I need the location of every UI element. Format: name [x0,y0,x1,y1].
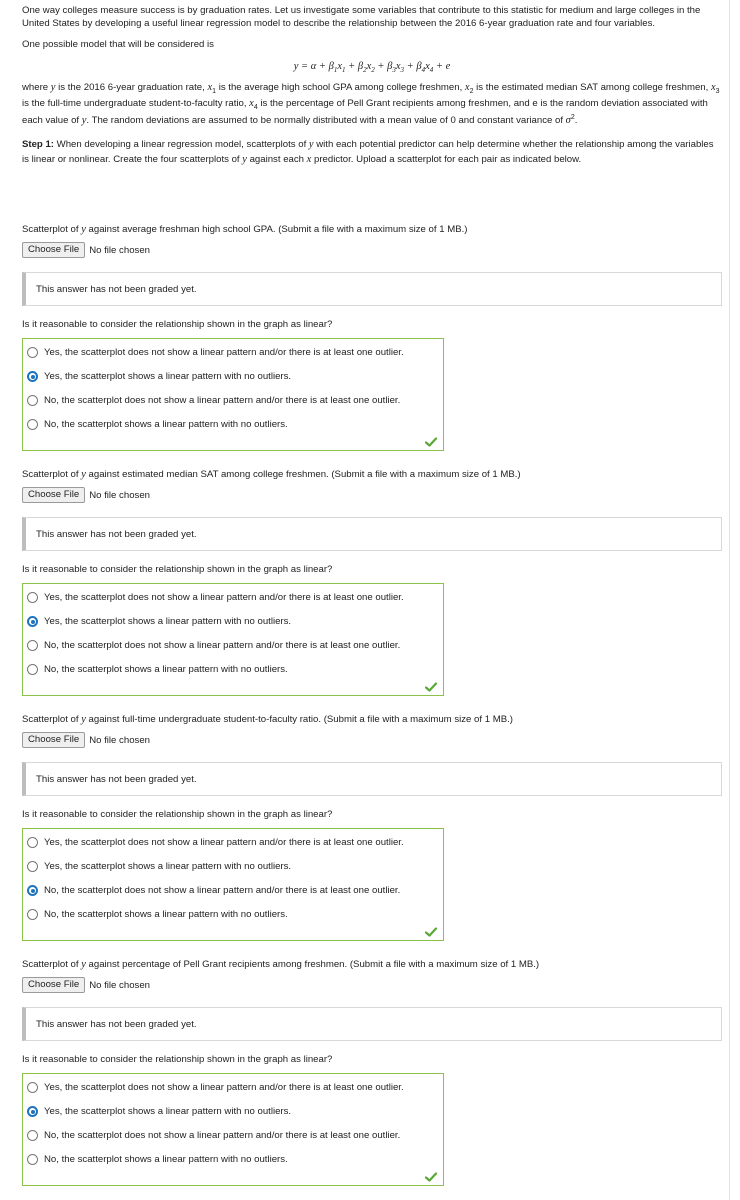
section-sat [22,468,722,696]
option-3[interactable] [23,389,443,413]
variable-definitions: where y is the 2016 6-year graduation rate, $x_1$ is the average high school GPA among college freshmen, $x_2$ is the estimated median SAT among college freshmen, $x_3$ is the full-time undergraduate student-to-faculty ratio, $x_4$ is the percentage of Pell Grant recipients among freshmen, and e is the random deviation associated with each value of y. The random deviations are assumed to be normally distributed with a mean value of 0 and constant variance of $\sigma^2$. [22,82,720,126]
option-3[interactable] [23,1124,443,1148]
grading-status [22,762,722,796]
option-label: No, the scatterplot does not show a linear pattern and/or there is at least one outlier. [44,640,401,652]
option-label: Yes, the scatterplot does not show a linear pattern and/or there is at least one outlier. [44,347,404,359]
option-label: Yes, the scatterplot shows a linear pattern with no outliers. [44,1106,292,1118]
linearity-question: Is it reasonable to consider the relationship shown in the graph as linear? [22,564,333,576]
radio-button[interactable] [27,837,38,848]
choose-file-button[interactable]: Choose File [22,242,85,258]
radio-button[interactable] [27,592,38,603]
option-2[interactable] [23,1100,443,1124]
radio-button[interactable] [27,861,38,872]
problem-intro [22,4,722,167]
option-label: No, the scatterplot does not show a linear pattern and/or there is at least one outlier. [44,1130,401,1142]
page-right-border [729,0,730,1200]
radio-button[interactable] [27,1154,38,1165]
file-status: No file chosen [89,734,150,746]
radio-button-selected[interactable] [27,885,38,896]
radio-button-selected[interactable] [27,616,38,627]
option-label: Yes, the scatterplot shows a linear pattern with no outliers. [44,371,292,383]
answer-options [22,338,444,451]
upload-prompt: Scatterplot of y against estimated median SAT among college freshmen. (Submit a file with a maximum size of 1 MB.) [22,469,521,480]
option-label: No, the scatterplot shows a linear pattern with no outliers. [44,1154,288,1166]
upload-prompt: Scatterplot of y against percentage of Pell Grant recipients among freshmen. (Submit a file with a maximum size of 1 MB.) [22,959,540,970]
option-label: No, the scatterplot shows a linear pattern with no outliers. [44,909,288,921]
option-1[interactable] [23,1076,443,1100]
section-student-faculty-ratio [22,713,722,941]
option-label: No, the scatterplot does not show a linear pattern and/or there is at least one outlier. [44,885,401,897]
option-4[interactable] [23,1148,443,1172]
grading-status-text: This answer has not been graded yet. [36,1018,197,1030]
choose-file-button[interactable]: Choose File [22,487,85,503]
grading-status [22,1007,722,1041]
option-2[interactable] [23,365,443,389]
radio-button[interactable] [27,664,38,675]
option-3[interactable] [23,879,443,903]
grading-status-text: This answer has not been graded yet. [36,773,197,785]
option-label: No, the scatterplot shows a linear pattern with no outliers. [44,664,288,676]
upload-prompt: Scatterplot of y against average freshman high school GPA. (Submit a file with a maximum size of 1 MB.) [22,224,468,235]
file-upload [22,732,722,748]
option-1[interactable] [23,341,443,365]
option-4[interactable] [23,413,443,437]
file-status: No file chosen [89,489,150,501]
option-label: Yes, the scatterplot does not show a linear pattern and/or there is at least one outlier. [44,837,404,849]
grading-status [22,272,722,306]
correct-check-icon [425,927,437,937]
radio-button[interactable] [27,909,38,920]
option-label: Yes, the scatterplot shows a linear pattern with no outliers. [44,861,292,873]
radio-button[interactable] [27,1082,38,1093]
radio-button[interactable] [27,395,38,406]
option-label: Yes, the scatterplot does not show a linear pattern and/or there is at least one outlier. [44,592,404,604]
radio-button[interactable] [27,1130,38,1141]
option-1[interactable] [23,586,443,610]
correct-check-icon [425,1172,437,1182]
option-1[interactable] [23,831,443,855]
grading-status [22,517,722,551]
file-status: No file chosen [89,244,150,256]
section-pell-grant [22,958,722,1186]
upload-prompt: Scatterplot of y against full-time undergraduate student-to-faculty ratio. (Submit a file with a maximum size of 1 MB.) [22,714,513,725]
linearity-question: Is it reasonable to consider the relationship shown in the graph as linear? [22,809,333,821]
option-4[interactable] [23,658,443,682]
model-formula: $y = \alpha + \beta_1x_1 + \beta_2x_2 + \beta_3x_3 + \beta_4x_4 + e$ [293,60,451,74]
linearity-question: Is it reasonable to consider the relationship shown in the graph as linear? [22,1054,333,1066]
file-status: No file chosen [89,979,150,991]
option-label: Yes, the scatterplot does not show a linear pattern and/or there is at least one outlier. [44,1082,404,1094]
answer-options [22,583,444,696]
choose-file-button[interactable]: Choose File [22,977,85,993]
radio-button[interactable] [27,640,38,651]
grading-status-text: This answer has not been graded yet. [36,283,197,295]
option-2[interactable] [23,610,443,634]
answer-options [22,828,444,941]
radio-button[interactable] [27,347,38,358]
radio-button-selected[interactable] [27,1106,38,1117]
step-label: Step 1: [22,139,54,151]
file-upload [22,977,722,993]
option-label: No, the scatterplot does not show a linear pattern and/or there is at least one outlier. [44,395,401,407]
option-label: Yes, the scatterplot shows a linear pattern with no outliers. [44,616,292,628]
intro-paragraph: One way colleges measure success is by graduation rates. Let us investigate some variables that contribute to this statistic for medium and large colleges in the United States by developing a useful linear regression model to describe the relationship between the 2016 6-year graduation rate and four variables. [22,5,701,30]
option-2[interactable] [23,855,443,879]
option-3[interactable] [23,634,443,658]
choose-file-button[interactable]: Choose File [22,732,85,748]
file-upload [22,242,722,258]
correct-check-icon [425,682,437,692]
radio-button-selected[interactable] [27,371,38,382]
model-intro: One possible model that will be considered is [22,39,214,51]
answer-options [22,1073,444,1186]
section-gpa [22,223,722,451]
option-4[interactable] [23,903,443,927]
grading-status-text: This answer has not been graded yet. [36,528,197,540]
file-upload [22,487,722,503]
linearity-question: Is it reasonable to consider the relationship shown in the graph as linear? [22,319,333,331]
step-1-instructions: Step 1: When developing a linear regression model, scatterplots of y with each potential predictor can help determine whether the relationship among the variables is linear or nonlinear. Create the four scatterplots of y against each x predictor. Upload a scatterplot for each pair as indicated below. [22,139,714,165]
correct-check-icon [425,437,437,447]
option-label: No, the scatterplot shows a linear pattern with no outliers. [44,419,288,431]
radio-button[interactable] [27,419,38,430]
